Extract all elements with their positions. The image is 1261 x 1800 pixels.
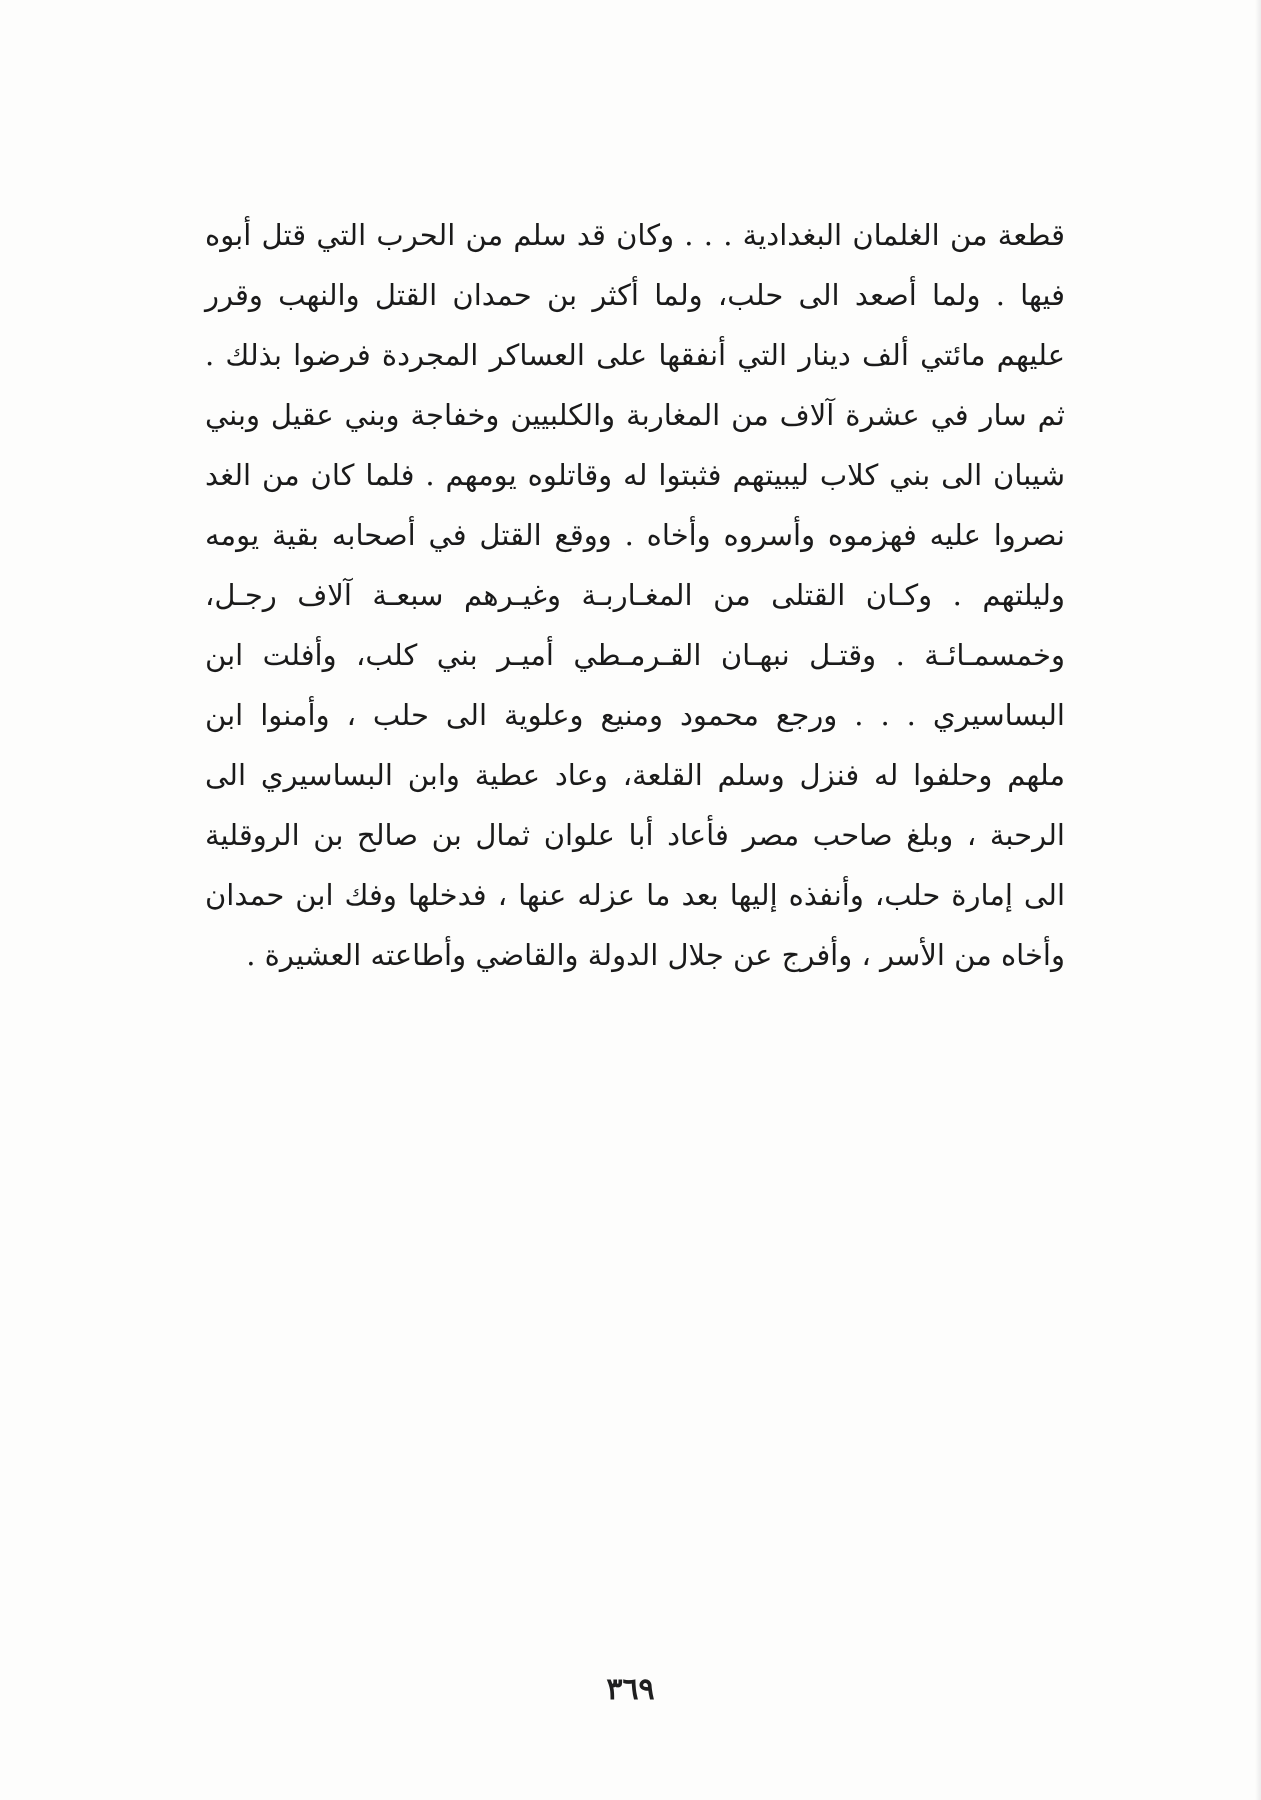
body-text — [205, 205, 1065, 985]
text-line-13: وأخاه من الأسر ، وأفرج عن جلال الدولة والقاضي وأطاعته العشيرة . — [246, 938, 1065, 972]
text-line-3: عليهم مائتي ألف دينار التي أنفقها على العساكر المجردة فرضوا بذلك . — [205, 338, 1065, 372]
page-number: ٣٦٩ — [606, 1672, 655, 1707]
text-line-9: البساسيري . . . ورجع محمود ومنيع وعلوية الى حلب ، وأمنوا ابن — [205, 698, 1065, 732]
page-edge-shadow — [1255, 0, 1261, 1800]
text-line-12: الى إمارة حلب، وأنفذه إليها بعد ما عزله عنها ، فدخلها وفك ابن حمدان — [205, 878, 1065, 912]
text-line-7: وليلتهم . وكـان القتلى من المغـاربـة وغيـرهم سبعـة آلاف رجـل، — [205, 578, 1065, 612]
text-line-1: قطعة من الغلمان البغدادية . . . وكان قد سلم من الحرب التي قتل أبوه — [205, 218, 1065, 252]
text-line-4: ثم سار في عشرة آلاف من المغاربة والكلبيين وخفاجة وبني عقيل وبني — [205, 398, 1065, 432]
text-line-11: الرحبة ، وبلغ صاحب مصر فأعاد أبا علوان ثمال بن صالح بن الروقلية — [205, 818, 1065, 852]
text-line-8: وخمسمـائـة . وقتـل نبهـان القـرمـطي أميـر بني كلب، وأفلت ابن — [205, 638, 1065, 672]
text-line-10: ملهم وحلفوا له فنزل وسلم القلعة، وعاد عطية وابن البساسيري الى — [205, 758, 1065, 792]
text-line-2: فيها . ولما أصعد الى حلب، ولما أكثر بن حمدان القتل والنهب وقرر — [205, 278, 1065, 312]
text-line-5: شيبان الى بني كلاب ليبيتهم فثبتوا له وقاتلوه يومهم . فلما كان من الغد — [205, 458, 1065, 492]
text-line-6: نصروا عليه فهزموه وأسروه وأخاه . ووقع القتل في أصحابه بقية يومه — [205, 518, 1065, 552]
